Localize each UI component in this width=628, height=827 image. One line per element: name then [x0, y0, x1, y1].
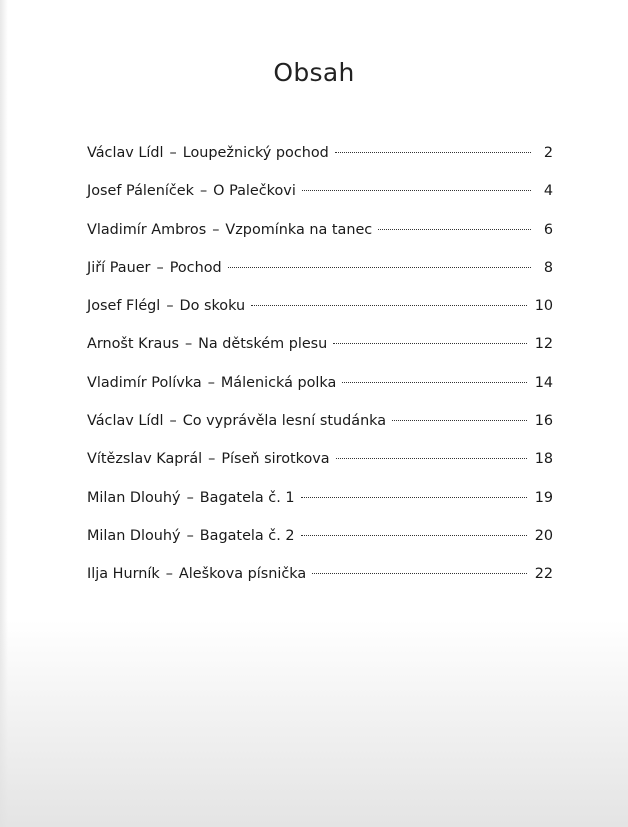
toc-entry-title — [87, 564, 306, 584]
dot-leader — [392, 420, 527, 421]
composer-name: Milan Dlouhý — [87, 527, 181, 544]
title-separator: – — [165, 566, 173, 583]
page-number: 6 — [543, 221, 553, 238]
title-separator: – — [184, 336, 193, 353]
piece-title: Bagatela č. 2 — [199, 527, 295, 544]
toc-entry-title — [87, 258, 222, 278]
toc-entry — [87, 334, 553, 372]
table-of-contents — [87, 143, 553, 603]
piece-title: O Palečkovi — [213, 183, 296, 200]
dot-leader — [228, 267, 531, 268]
title-separator: – — [169, 145, 177, 161]
title-separator: – — [169, 413, 177, 430]
toc-entry — [87, 373, 553, 411]
dot-leader — [301, 535, 527, 536]
dot-leader — [335, 152, 531, 153]
title-separator: – — [166, 298, 174, 315]
title-separator: – — [199, 183, 208, 200]
dot-leader — [301, 497, 527, 498]
piece-title: Do skoku — [179, 298, 246, 315]
page-number: 16 — [534, 413, 553, 430]
dot-leader — [333, 343, 526, 344]
page-number: 20 — [534, 527, 553, 544]
page-number: 19 — [534, 489, 553, 506]
title-separator: – — [208, 451, 216, 468]
piece-title: Aleškova písnička — [178, 566, 307, 583]
composer-name: Jiří Pauer — [87, 259, 151, 276]
dot-leader — [342, 382, 526, 383]
toc-entry-title — [87, 296, 245, 316]
piece-title: Vzpomínka na tanec — [225, 221, 373, 238]
composer-name: Milan Dlouhý — [87, 489, 181, 506]
toc-entry — [87, 296, 553, 334]
toc-entry — [87, 526, 553, 564]
piece-title: Pochod — [169, 259, 222, 276]
composer-name: Arnošt Kraus — [87, 336, 179, 353]
composer-name: Josef Páleníček — [87, 183, 194, 200]
piece-title: Co vyprávěla lesní studánka — [182, 413, 387, 430]
title-separator: – — [207, 374, 215, 391]
composer-name: Vladimír Polívka — [87, 374, 202, 391]
page-number: 8 — [543, 259, 553, 276]
toc-entry — [87, 258, 553, 296]
composer-name: Václav Lídl — [87, 145, 164, 161]
toc-entry-title — [87, 488, 295, 508]
toc-entry-title — [87, 181, 296, 201]
toc-entry-title — [87, 220, 372, 240]
dot-leader — [312, 573, 526, 574]
toc-entry — [87, 181, 553, 219]
toc-entry — [87, 220, 553, 258]
toc-entry-title — [87, 449, 330, 469]
dot-leader — [336, 458, 527, 459]
piece-title: Píseň sirotkova — [221, 451, 330, 468]
composer-name: Josef Flégl — [87, 298, 161, 315]
title-separator: – — [186, 527, 194, 544]
piece-title: Málenická polka — [220, 374, 337, 391]
page-number: 18 — [534, 451, 553, 468]
page-number: 14 — [534, 374, 553, 391]
toc-entry — [87, 143, 553, 181]
toc-entry-title — [87, 526, 295, 546]
toc-entry-title — [87, 373, 336, 393]
page-number: 12 — [534, 336, 553, 353]
dot-leader — [251, 305, 527, 306]
title-separator: – — [212, 221, 220, 238]
page-edge-shadow — [0, 0, 8, 827]
piece-title: Na dětském plesu — [198, 336, 328, 353]
page-number: 4 — [543, 183, 553, 200]
piece-title: Bagatela č. 1 — [199, 489, 295, 506]
toc-entry — [87, 449, 553, 487]
composer-name: Vítězslav Kaprál — [87, 451, 203, 468]
page-title: Obsah — [273, 58, 355, 87]
title-separator: – — [156, 259, 164, 276]
toc-entry — [87, 564, 553, 602]
piece-title: Loupežnický pochod — [182, 145, 329, 161]
composer-name: Ilja Hurník — [87, 566, 160, 583]
page-number: 2 — [543, 145, 553, 161]
toc-entry-title — [87, 143, 329, 163]
toc-entry — [87, 488, 553, 526]
composer-name: Vladimír Ambros — [87, 221, 207, 238]
page-number: 22 — [534, 566, 553, 583]
toc-entry-title — [87, 334, 327, 354]
toc-entry — [87, 411, 553, 449]
paper-shading — [0, 620, 628, 827]
toc-entry-title — [87, 411, 386, 431]
title-separator: – — [186, 489, 194, 506]
composer-name: Václav Lídl — [87, 413, 164, 430]
dot-leader — [302, 190, 531, 191]
dot-leader — [378, 229, 531, 230]
page-number: 10 — [534, 298, 553, 315]
